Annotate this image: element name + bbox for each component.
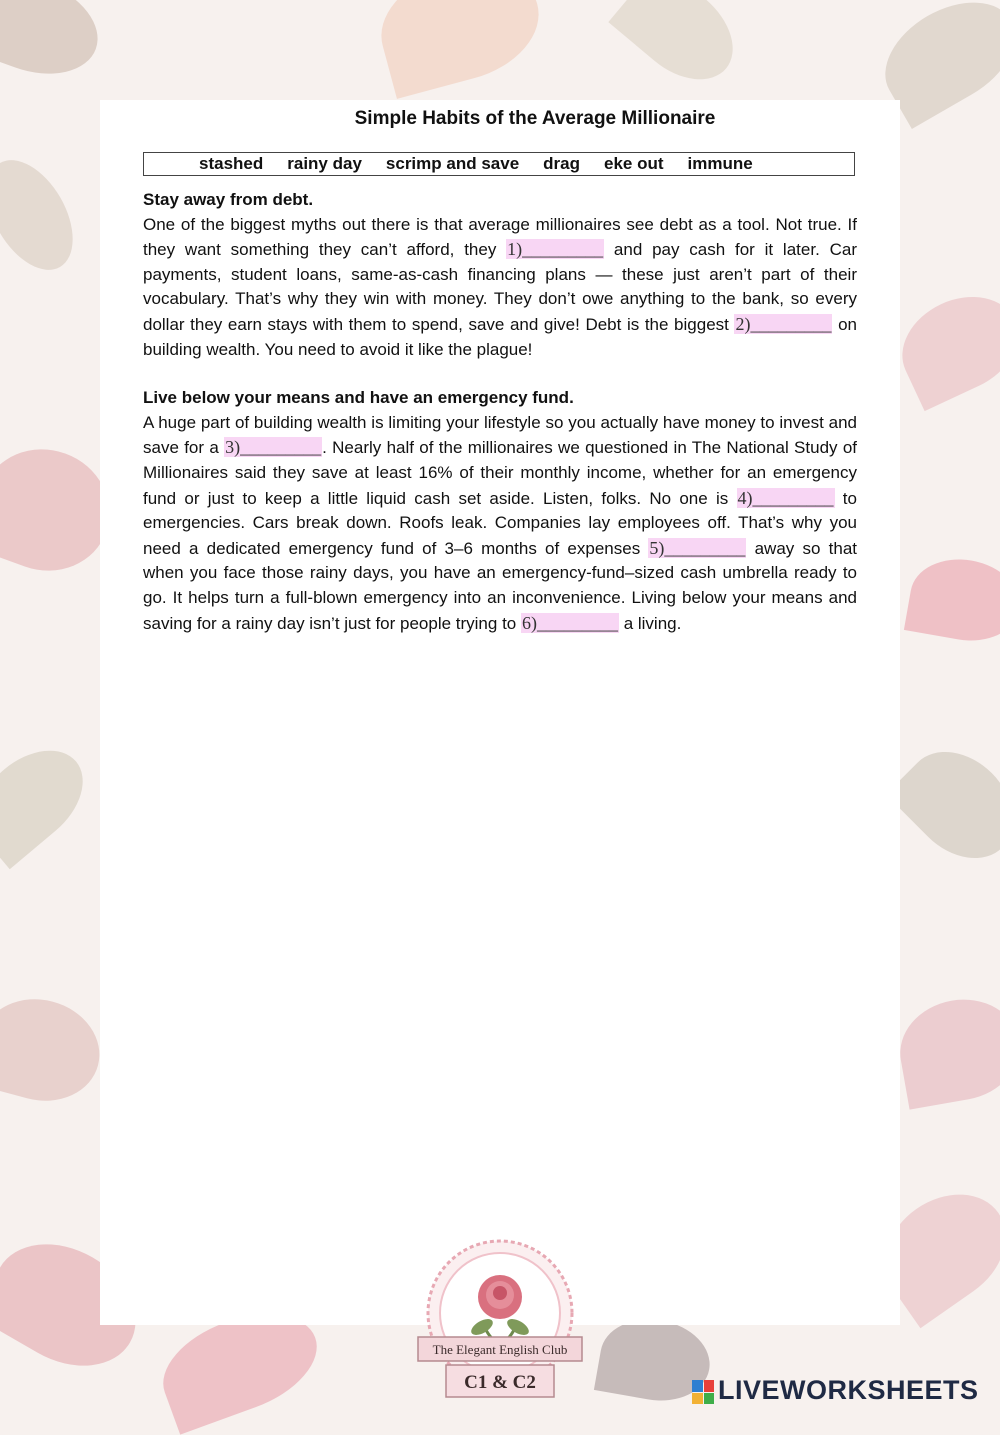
answer-blank-5[interactable]: 5)_________ [649, 537, 746, 558]
liveworksheets-icon [692, 1380, 714, 1404]
paragraph-text: a living. [618, 613, 682, 633]
word-bank-item: scrimp and save [385, 154, 520, 173]
logo-level: C1 & C2 [464, 1372, 536, 1393]
answer-blank-6[interactable]: 6)_________ [521, 612, 618, 633]
paragraph-text: One of the biggest myths out there is that average millionaires see debt as a tool. Not true. If they want something they can’t afford, they [143, 214, 857, 260]
page-title: Simple Habits of the Average Millionaire [354, 108, 716, 129]
paragraph-text: A huge part of building wealth is limiting your lifestyle so you actually have money to invest and save for a [143, 412, 857, 458]
section-paragraph [143, 411, 857, 636]
worksheet-page [100, 100, 900, 1325]
word-bank [143, 152, 855, 176]
word-bank-item: drag [543, 154, 580, 173]
spacer [143, 362, 857, 386]
paragraph-text: away so that when you face those rainy days, you have an emergency-fund–sized cash umbrella ready to go. It helps turn a full-blown emergency into an inconvenience. Living below your means and saving for a rainy day isn’t just for people trying to [143, 538, 857, 633]
paragraph-text: and pay cash for it later. Car payments, student loans, same-as-cash financing plans — these just aren’t part of their vocabulary. That’s why they win with money. They don’t owe anything to the bank, so every dollar they earn stays with them to spend, save and give! Debt is the biggest [143, 240, 857, 334]
answer-blank-3[interactable]: 3)_________ [225, 437, 322, 458]
paragraph-text: . Nearly half of the millionaires we questioned in The National Study of Millionaires said they save at least 16% of their monthly income, whether for an emergency fund or just to keep a little liquid cash set aside. Listen, folks. No one is [143, 438, 858, 508]
worksheet-text [143, 188, 857, 636]
answer-blank-1[interactable]: 1)_________ [507, 239, 604, 260]
logo-club-name: The Elegant English Club [432, 1342, 568, 1357]
word-bank-item: eke out [604, 154, 664, 173]
word-bank-item: rainy day [287, 154, 362, 173]
section-heading: Live below your means and have an emergency fund. [143, 388, 574, 408]
paragraph-text: on building wealth. You need to avoid it like the plague! [143, 314, 857, 359]
word-bank-item: stashed [199, 154, 264, 173]
answer-blank-4[interactable]: 4)_________ [737, 487, 834, 508]
club-logo [416, 1235, 584, 1403]
section-paragraph [143, 213, 857, 363]
section-heading: Stay away from debt. [143, 190, 314, 209]
liveworksheets-brand[interactable]: LIVEWORKSHEETS [718, 1375, 979, 1405]
word-bank-item: immune [687, 154, 753, 173]
answer-blank-2[interactable]: 2)_________ [735, 313, 832, 334]
paragraph-text: to emergencies. Cars break down. Roofs leak. Companies lay employees off. That’s why you need a dedicated emergency fund of 3–6 months of expenses [143, 488, 857, 558]
